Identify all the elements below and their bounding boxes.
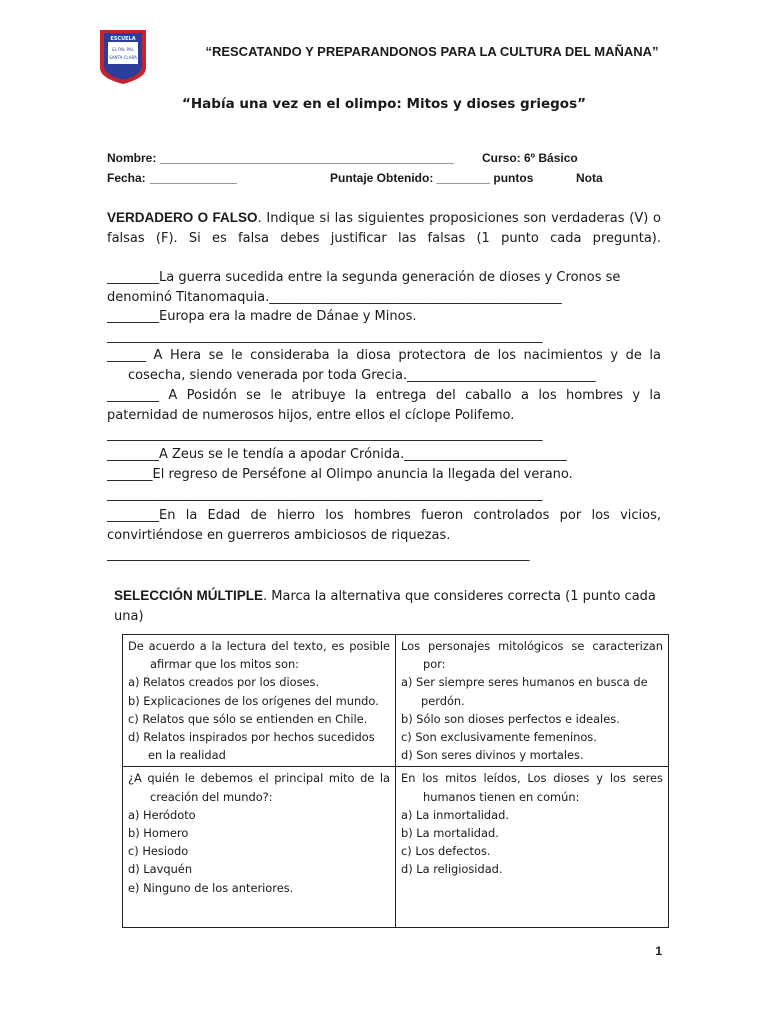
mc-question-cell: [123, 767, 396, 928]
logo-text-2: EL PAL PAL: [112, 47, 134, 52]
logo-text-3: SANTA CLARA: [109, 55, 137, 60]
mc-option[interactable]: d) Lavquén: [128, 862, 193, 877]
mc-option[interactable]: b) Homero: [128, 826, 189, 841]
page-number: 1: [655, 944, 662, 958]
page-title: “Había una vez en el olimpo: Mitos y dioses griegos”: [182, 96, 586, 112]
mc-option[interactable]: e) Ninguno de los anteriores.: [128, 880, 294, 895]
tf-line[interactable]: paternidad de numerosos hijos, entre ellos el cíclope Polifemo.: [107, 408, 515, 423]
name-label: Nombre:: [107, 151, 157, 165]
tf-line[interactable]: denominó Titanomaquia._____________________________________________: [107, 290, 562, 305]
tf-line[interactable]: ___________________________________________________________________: [107, 329, 543, 344]
mc-question: De acuerdo a la lectura del texto, es posible afirmar que los mitos son:: [128, 639, 390, 672]
tf-line[interactable]: ________En la Edad de hierro los hombres fueron controlados por los vicios,: [107, 508, 661, 523]
tf-line[interactable]: _________________________________________________________________: [107, 547, 530, 562]
table-row: [123, 635, 669, 767]
mc-option[interactable]: c) Hesiodo: [128, 844, 189, 859]
tf-line[interactable]: ________A Zeus se le tendía a apodar Crónida._________________________: [107, 447, 567, 462]
mc-question: ¿A quién le debemos el principal mito de la creación del mundo?:: [128, 771, 390, 804]
mc-question-cell: [396, 635, 669, 767]
tf-line[interactable]: ________La guerra sucedida entre la segunda generación de dioses y Cronos se: [107, 270, 621, 285]
mc-option[interactable]: c) Los defectos.: [401, 844, 491, 859]
tf-line[interactable]: ______ A Hera se le consideraba la diosa protectora de los nacimientos y de la: [107, 348, 661, 363]
mc-option[interactable]: b) La mortalidad.: [401, 826, 499, 841]
tf-line[interactable]: ___________________________________________________________________: [107, 487, 543, 502]
mc-option[interactable]: a) Ser siempre seres humanos en busca de perdón.: [401, 675, 648, 708]
name-field[interactable]: ____________________________________________: [160, 151, 454, 165]
mc-option[interactable]: b) Explicaciones de los orígenes del mundo.: [128, 693, 379, 708]
mc-option[interactable]: d) Relatos inspirados por hechos sucedidos en la realidad: [128, 730, 375, 763]
tf-line[interactable]: convirtiéndose en guerreros ambiciosos de riquezas.: [107, 528, 451, 543]
table-row: [123, 767, 669, 928]
school-motto: “RESCATANDO Y PREPARANDONOS PARA LA CULTURA DEL MAÑANA”: [205, 44, 659, 59]
mc-question: Los personajes mitológicos se caracterizan por:: [401, 639, 663, 672]
mc-option[interactable]: d) La religiosidad.: [401, 862, 503, 877]
tf-heading: VERDADERO O FALSO: [107, 210, 258, 225]
mc-instructions: [114, 586, 662, 627]
mc-heading: SELECCIÓN MÚLTIPLE: [114, 588, 264, 603]
course-label: Curso: 6º Básico: [482, 151, 578, 165]
tf-line[interactable]: ________Europa era la madre de Dánae y Minos.: [107, 309, 417, 324]
mc-question-cell: [123, 635, 396, 767]
mc-option[interactable]: d) Son seres divinos y mortales.: [401, 748, 584, 763]
mc-option[interactable]: a) La inmortalidad.: [401, 807, 509, 822]
mc-option[interactable]: c) Son exclusivamente femeninos.: [401, 730, 597, 745]
mc-option[interactable]: a) Relatos creados por los dioses.: [128, 675, 320, 690]
mc-option[interactable]: b) Sólo son dioses perfectos e ideales.: [401, 711, 620, 726]
grade-label: Nota: [576, 171, 603, 185]
mc-option[interactable]: c) Relatos que sólo se entienden en Chile.: [128, 711, 368, 726]
mc-table: [122, 634, 669, 928]
score-label: Puntaje Obtenido: ________ puntos: [330, 171, 534, 185]
mc-question-cell: [396, 767, 669, 928]
mc-question: En los mitos leídos, Los dioses y los seres humanos tienen en común:: [401, 771, 663, 804]
logo-text-1: ESCUELA: [110, 36, 136, 42]
mc-option[interactable]: a) Heródoto: [128, 807, 196, 822]
date-field[interactable]: _____________: [150, 171, 237, 185]
tf-instructions-text: . Indique si las siguientes proposiciones son verdaderas (V) o falsas (F). Si es falsa debes justificar las falsas (1 punto cada pregunta).: [107, 211, 661, 246]
date-label: Fecha:: [107, 171, 146, 185]
mc-instructions-text: . Marca la alternativa que consideres correcta (1 punto cada una): [114, 589, 656, 624]
tf-line[interactable]: ___________________________________________________________________: [107, 427, 543, 442]
tf-line[interactable]: ________ A Posidón se le atribuye la entrega del caballo a los hombres y la: [107, 388, 661, 403]
tf-line[interactable]: cosecha, siendo venerada por toda Grecia._____________________________: [128, 368, 596, 383]
tf-line[interactable]: _______El regreso de Perséfone al Olimpo anuncia la llegada del verano.: [107, 467, 573, 482]
